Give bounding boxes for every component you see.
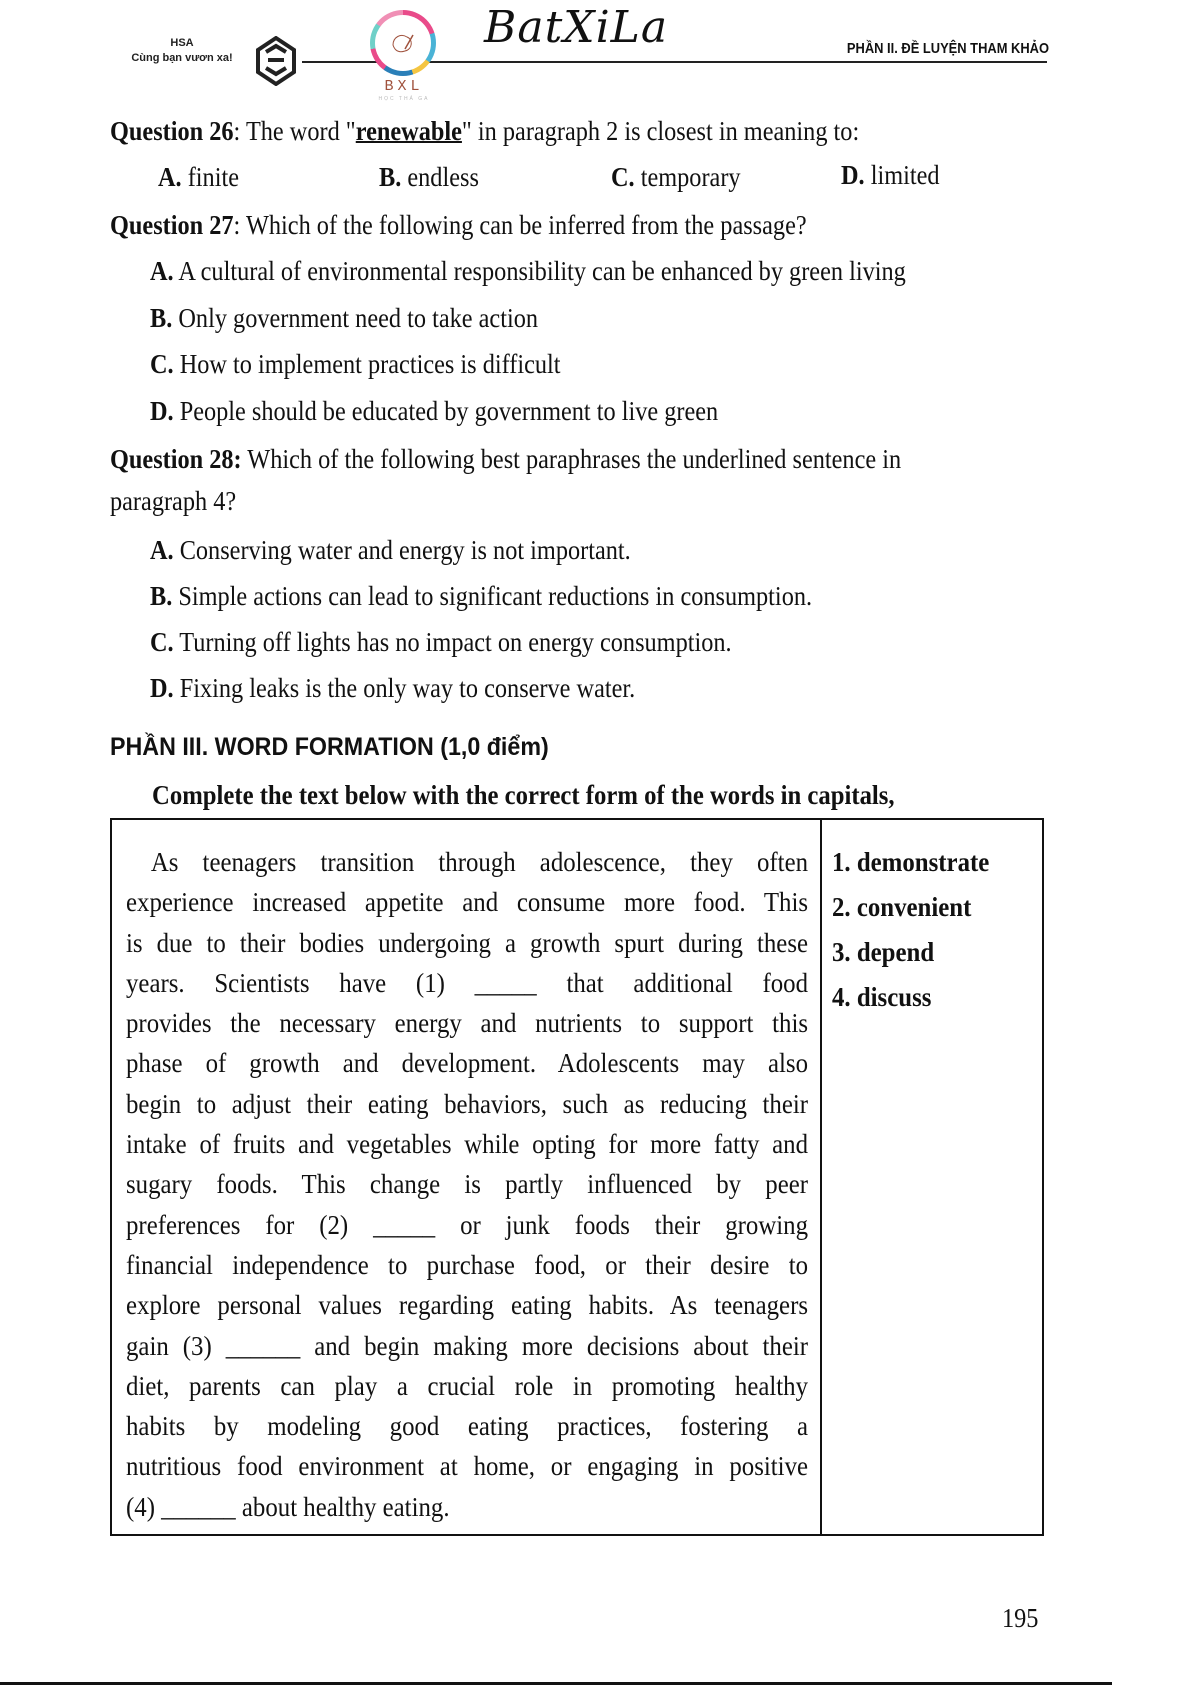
- passage-line: phase of growth and development. Adolescents may also: [126, 1048, 809, 1079]
- option-c: C. temporary: [611, 162, 741, 192]
- question-26-stem: Question 26: The word "renewable" in paragraph 2 is closest in meaning to:: [110, 116, 860, 146]
- hsa-slogan: Cùng bạn vươn xa!: [131, 52, 233, 64]
- hsa-branding: [112, 36, 252, 66]
- word-formation-table: [110, 818, 1044, 1536]
- bxl-logo-icon: [370, 10, 436, 76]
- question-label: Question 28:: [110, 444, 242, 474]
- passage-line: sugary foods. This change is partly influenced by peer: [126, 1169, 809, 1200]
- question-28-stem: Question 28: Which of the following best paraphrases the underlined sentence in: [110, 444, 902, 474]
- word-item: 2. convenient: [832, 892, 972, 922]
- word-item: 3. depend: [832, 937, 935, 967]
- brand-script-title: BatXiLa: [484, 2, 669, 53]
- option-a: A. A cultural of environmental responsibility can be enhanced by green living: [150, 256, 906, 286]
- question-label: Question 26: [110, 116, 234, 146]
- passage-line: intake of fruits and vegetables while opting for more fatty and: [126, 1129, 809, 1160]
- option-b: B. Simple actions can lead to significant reductions in consumption.: [150, 581, 813, 611]
- word-item: 4. discuss: [832, 982, 932, 1012]
- option-c: C. Turning off lights has no impact on energy consumption.: [150, 627, 732, 657]
- passage-line: explore personal values regarding eating habits. As teenagers: [126, 1290, 809, 1321]
- passage-line: experience increased appetite and consume more food. This: [126, 887, 809, 918]
- passage: [126, 842, 808, 1527]
- section-header: PHẦN II. ĐỀ LUYỆN THAM KHẢO: [846, 40, 1049, 57]
- highlighted-word: renewable: [355, 116, 462, 146]
- bxl-subtitle: HỌC THẢ GA: [378, 96, 430, 102]
- passage-line: is due to their bodies undergoing a growth spurt during these: [126, 927, 809, 958]
- hsa-logo-icon: [256, 36, 296, 86]
- page-number: 195: [1002, 1603, 1039, 1633]
- part-title: PHẦN III. WORD FORMATION (1,0 điểm): [110, 733, 549, 761]
- word-list: [832, 840, 1003, 1020]
- passage-line: financial independence to purchase food, or their desire to: [126, 1249, 809, 1280]
- hsa-name: HSA: [170, 37, 194, 49]
- page-header: [0, 0, 1192, 110]
- question-label: Question 27: [110, 210, 234, 240]
- passage-line: provides the necessary energy and nutrients to support this: [126, 1008, 809, 1039]
- question-28-stem-line2: paragraph 4?: [110, 486, 237, 516]
- option-b: B. endless: [379, 162, 479, 192]
- bxl-name: BXL: [384, 78, 424, 95]
- option-b: B. Only government need to take action: [150, 303, 539, 333]
- passage-line: As teenagers transition through adolescence, they often: [126, 847, 809, 877]
- passage-line: (4) ______ about healthy eating.: [126, 1491, 450, 1522]
- option-c: C. How to implement practices is difficult: [150, 349, 561, 379]
- instruction: Complete the text below with the correct form of the words in capitals,: [152, 780, 895, 810]
- word-item: 1. demonstrate: [832, 847, 990, 877]
- passage-line: gain (3) ______ and begin making more decisions about their: [126, 1330, 809, 1361]
- passage-line: habits by modeling good eating practices, fostering a: [126, 1411, 809, 1442]
- passage-line: nutritious food environment at home, or engaging in positive: [126, 1451, 809, 1482]
- passage-line: years. Scientists have (1) _____ that additional food: [126, 967, 809, 998]
- question-27-stem: Question 27: Which of the following can be inferred from the passage?: [110, 210, 807, 240]
- passage-line: begin to adjust their eating behaviors, such as reducing their: [126, 1088, 809, 1119]
- passage-line: diet, parents can play a crucial role in promoting healthy: [126, 1370, 809, 1401]
- passage-line: preferences for (2) _____ or junk foods their growing: [126, 1209, 809, 1240]
- table-divider: [820, 820, 822, 1534]
- option-d: D. Fixing leaks is the only way to conserve water.: [150, 673, 636, 703]
- option-d: D. limited: [841, 160, 940, 190]
- option-a: A. finite: [158, 162, 239, 192]
- option-d: D. People should be educated by government to live green: [150, 396, 719, 426]
- option-a: A. Conserving water and energy is not important.: [150, 535, 631, 565]
